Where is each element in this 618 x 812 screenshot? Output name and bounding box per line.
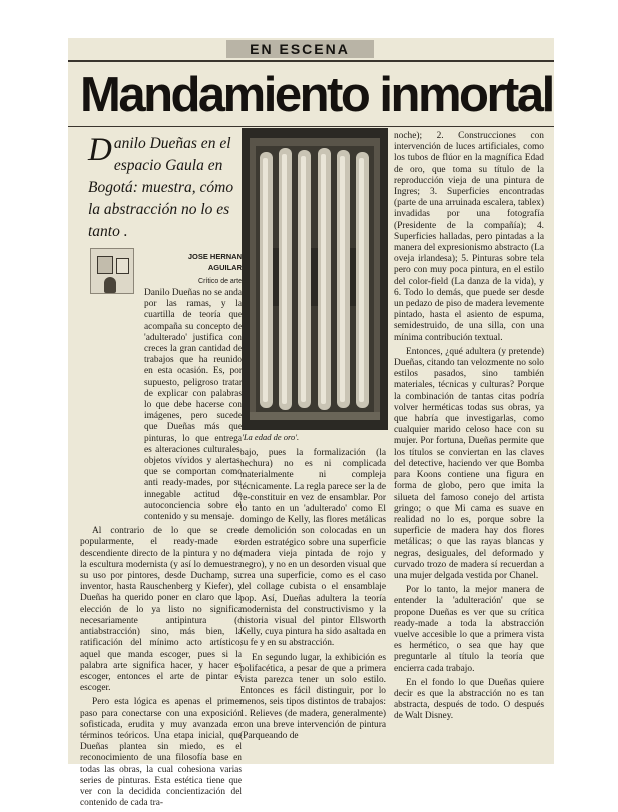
newspaper-page xyxy=(68,38,554,809)
paragraph: noche); 2. Construcciones con intervención de luces artificiales, como los tubos de flúor en la magnífica Edad de oro, que toma su título de la reproducción vieja de una pintura de Ingres; 3. Superficies encontradas (parte de una arruinada escalera, tablex) invadidas por una fotografía (Presidente de la compañía); 4. Superficies halladas, pero pintadas a la manera del expresionismo abstracto (La oveja irlandesa); 5. Pinturas sobre tela pero con muy poca pintura, en el estilo del color-field (La danza de la vida), y 6. Todo lo demás, que puede ser desde un pedazo de piso de madera levemente pintado, hasta el asiento de espuma, semidestruido, de una silla, con una mínima contribución textual. xyxy=(394,131,544,343)
paragraph: En el fondo lo que Dueñas quiere decir es que la abstracción no es tan abstracta, después de todo. O después de Walt Disney. xyxy=(394,677,544,722)
byline-role: Crítico de arte xyxy=(198,278,242,285)
artwork-photo xyxy=(242,128,388,430)
author-line-1: JOSE HERNAN xyxy=(187,252,242,261)
headline-rule xyxy=(68,126,554,127)
paragraph: Entonces, ¿qué adultera (y pretende) Dueñas, citando tan velozmente no solo estilos pasados, sino también materiales, técnicas y culturas? Porque la combinación de tantas citas podría volver herméticas todas sus obras, ya que habría que investigarlas, como cualquier marido celoso hace con su mujer. Por fortuna, Dueñas permite que los títulos se conviertan en las claves del detective, haciendo ver que Bomba para Koons contiene una figura en forma de globo, pero que imita la silueta del famoso conejo del artista gringo; o que Mi cama es suave en realidad no lo es, porque sobre la superficie de madera hay dos flores metálicas; o que las rayas blancas y negras, desiguales, del deformado y curvado trozo de madera sí recuerdan a una mujer delgada vestida por Chanel. xyxy=(394,346,544,581)
article-column-1 xyxy=(80,288,242,812)
paragraph: Danilo Dueñas no se anda por las ramas, y la cuartilla de teoría que acompaña su concepto de 'adulterado' justifica con creces la gran cantidad de trabajos que ha reunido en esta ocasión. Es, por supuesto, peligroso tratar de explicar con palabras lo que debe hacerse con imágenes, pero sucede que Dueñas más que pinturas, lo que entrega es alteraciones culturales, objetos vívidos y alertas, que se comportan como anti ready-mades, por su innegable actitud de autoconciencia sobre el contenido y su mensaje. xyxy=(144,288,242,523)
article-column-2 xyxy=(240,448,386,745)
author-line-2: AGUILAR xyxy=(207,263,242,272)
paragraph: Por lo tanto, la mejor manera de entender la 'adulteración' que se propone Dueñas es ver que su crítica ready-made a toda la abstracción vuelve accesible lo que a primera vista es hermético, o sea que hay que preguntarle al título la teoría que encierra cada trabajo. xyxy=(394,585,544,674)
paragraph: Al contrario de lo que se cree popularmente, el ready-made es descendiente directo de la pintura y no de la escultura modernista (y así lo demuestra su uso por pintores, desde Duchamp, su inventor, hasta Rauschenberg y Kiefer), y Dueñas ha querido poner en claro que la elección de lo ya listo no significa necesariamente antipintura (o antiabstracción) sino, más bien, la ratificación del mínimo acto artístico, aquel que manda escoger, pues si la palabra arte significa hacer, y hacer es escoger, entonces el arte de pintar es escoger. xyxy=(80,526,242,694)
artwork-image xyxy=(242,128,388,430)
dek-drop-cap: D xyxy=(88,132,112,168)
byline-author xyxy=(178,251,242,273)
dek-subtitle xyxy=(88,133,238,243)
article-column-3 xyxy=(394,131,544,726)
dek-text: anilo Dueñas en el espacio Gaula en Bogotá: muestra, cómo la abstracción no lo es tanto . xyxy=(88,135,234,240)
top-rule xyxy=(68,60,554,62)
headline: Mandamiento inmortal xyxy=(80,68,553,122)
section-label: EN ESCENA xyxy=(226,40,374,58)
paragraph: En segundo lugar, la exhibición es polifacética, a pesar de que a primera vista parezca tener un solo estilo. Entonces es fácil distinguir, por lo menos, seis tipos distintos de trabajos: 1. Relieves (de madera, generalmente) con una breve intervención de pintura (Parqueando de xyxy=(240,652,386,742)
photo-caption: 'La edad de oro'. xyxy=(242,432,300,442)
paragraph: bajo, pues la formalización (la hechura) no es ni complicada materialmente ni compleja técnicamente. La regla parece ser la de re-constituir en vez de ensamblar. Por lo tanto en un 'adulterado' como El domingo de Kelly, las flores metálicas de demolición son colocadas en un orden estratégico sobre una superficie (madera vieja pintada de rojo y negro), y no en un desorden visual que crea una superficie, como es el caso del collage cubista o el ensamblaje pop. Así, Dueñas adultera la teoría modernista del constructivismo y la historia visual del pintor Ellsworth Kelly, cuya pintura ha sido asaltada en su fe y en su abstracción. xyxy=(240,448,386,649)
paragraph: Pero esta lógica es apenas el primer paso para conectarse con una exposición sofisticada, erudita y muy avanzada en términos teóricos. Una etapa inicial, que Dueñas plantea sin miedo, es el reconocimiento de una filosofía base en todas las obras, la cual cohesiona varias series de pinturas. Esta estética tiene que ver con la decidida concientización del contenido de cada tra- xyxy=(80,697,242,809)
